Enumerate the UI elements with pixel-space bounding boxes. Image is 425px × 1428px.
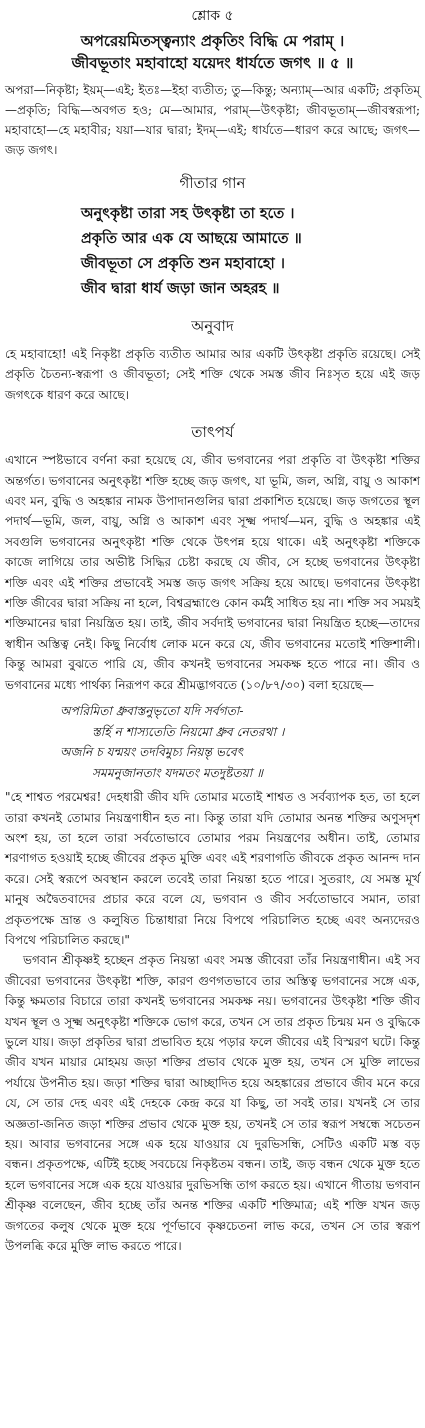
translation-text: হে মহাবাহো! এই নিকৃষ্টা প্রকৃতি ব্যতীত আমার আর একটি উৎকৃষ্টা প্রকৃতি রয়েছে। সেই প্রকৃতি চৈতন্য-স্বরূপা ও জীবভূতা; সেই শক্তি থেকে সমস্ত জীব নিঃসৃত হয়ে এই জড় জগৎকে ধারণ করে আছে। (5, 347, 420, 402)
purport-title: তাৎপর্য (191, 423, 234, 442)
verse-number: শ্লোক ৫ (191, 8, 234, 24)
quote-line-4: সমমনুজানতাং যদমতং মতদুষ্টতয়া ॥ (92, 765, 264, 780)
bhagavatam-quote (5, 701, 420, 783)
song-line-1: অনুৎকৃষ্টা তারা সহ উৎকৃষ্টা তা হতে । (81, 205, 295, 222)
sanskrit-line-2: জীবভূতাং মহাবাহো যয়েদং ধার্যতে জগৎ ॥ ৫ ॥ (71, 54, 354, 72)
song-line-2: প্রকৃতি আর এক যে আছয়ে আমাতে ॥ (81, 230, 302, 247)
word-for-word-synonyms: অপরা—নিকৃষ্টা; ইয়ম্—এই; ইতঃ—ইহা ব্যতীত; তু—কিন্তু; অন্যাম্—আর একটি; প্রকৃতিম্—প্রকৃতি; বিদ্ধি—অবগত হও; মে—আমার, পরাম্—উৎকৃষ্টা; জীবভূতাম্—জীবস্বরূপা; মহাবাহো—হে মহাবীর; যয়া—যার দ্বারা; ইদম্—এই; ধার্যতে—ধারণ করে আছে; জগৎ—জড় জগৎ। (5, 83, 420, 157)
quote-line-2: স্তর্হি ন শাস্যতেতি নিয়মো ধ্রুব নেতরথা । (92, 724, 285, 739)
gita-song (5, 201, 420, 301)
purport-paragraph-3: ভগবান শ্রীকৃষ্ণই হচ্ছেন প্রকৃত নিয়ন্তা এবং সমস্ত জীবেরা তাঁর নিয়ন্ত্রণাধীন। এই সব জীবেরা ভগবানের উৎকৃষ্টা শক্তি, কারণ গুণগতভাবে তার অস্তিত্ব ভগবানের সঙ্গে এক, কিন্তু ক্ষমতার বিচারে তারা কখনই ভগবানের সমকক্ষ নয়। ভগবানের উৎকৃষ্টা শক্তি জীব যখন স্থূল ও সূক্ষ্ম অনুৎকৃষ্টা শক্তিকে ভোগ করে, তখন সে তার প্রকৃত চিন্ময় মন ও বুদ্ধিকে ভুলে যায়। জড়া প্রকৃতির দ্বারা প্রভাবিত হয়ে পড়ার ফলে জীবের এই বিস্মরণ ঘটে। কিন্তু জীব যখন মায়ার মোহময় জড়া শক্তির প্রভাব থেকে মুক্ত হয়, তখন সে মুক্তি লাভের পর্যায়ে উপনীত হয়। জড়া শক্তির দ্বারা আচ্ছাদিত হয়ে অহঙ্কারের প্রভাবে জীব মনে করে যে, সে তার দেহ এবং এই দেহকে কেন্দ্র করে যা কিছু, তা সবই তার। যখনই সে তার অজ্ঞতা-জনিত জড়া শক্তির প্রভাব থেকে মুক্ত হয়, তখনই সে তার স্বরূপ সম্বন্ধে সচেতন হয়। আবার ভগবানের সঙ্গে এক হয়ে যাওয়ার যে দুরভিসন্ধি, সেটিও একটি মস্ত বড় বন্ধন। প্রকৃতপক্ষে, এটিই হচ্ছে সবচেয়ে নিকৃষ্টতম বন্ধন। তাই, জড় বন্ধন থেকে মুক্ত হতে হলে ভগবানের সঙ্গে এক হয়ে যাওয়ার দুরভিসন্ধি তাগ করতে হয়। এখানে গীতায় ভগবান শ্রীকৃষ্ণ বলেছেন, জীব হচ্ছে তাঁর অনন্ত শক্তির একটি শক্তিমাত্র; এই শক্তি যখন জড় জগতের কলুষ থেকে মুক্ত হয়ে পূর্ণভাবে কৃষ্ণচেতনা লাভ করে, তখন সে তার স্বরূপ উপলব্ধি করে মুক্তি লাভ করতে পারে। (5, 953, 420, 1254)
purport-paragraph-1: এখানে স্পষ্টভাবে বর্ণনা করা হয়েছে যে, জীব ভগবানের পরা প্রকৃতি বা উৎকৃষ্টা শক্তির অন্তর্গত। ভগবানের অনুৎকৃষ্টা শক্তি হচ্ছে জড় জগৎ, যা ভূমি, জল, অগ্নি, বায়ু ও আকাশ এবং মন, বুদ্ধি ও অহঙ্কার নামক উপাদানগুলির দ্বারা প্রকাশিত হয়েছে। জড় জগতের স্থূল পদার্থ—ভূমি, জল, বায়ু, অগ্নি ও আকাশ এবং সূক্ষ্ম পদার্থ—মন, বুদ্ধি ও অহঙ্কার এই সবগুলি ভগবানের অনুৎকৃষ্টা শক্তি থেকে উৎপন্ন হয়ে থাকে। এই অনুৎকৃষ্টা শক্তিকে কাজে লাগিয়ে তার অভীষ্ট সিদ্ধির চেষ্টা করছে যে জীব, সে হচ্ছে ভগবানের উৎকৃষ্টা শক্তি এবং এই শক্তির প্রভাবেই সমস্ত জড় জগৎ সক্রিয় হয়ে আছে। ভগবানের উৎকৃষ্টা শক্তি জীবের দ্বারা সক্রিয় না হলে, বিশ্বব্রহ্মাণ্ডে কোন কর্মই সাধিত হয় না। শক্তি সব সময়ই শক্তিমানের দ্বারা নিয়ন্ত্রিত হয়। তাই, জীব সর্বদাই ভগবানের দ্বারা নিয়ন্ত্রিত হচ্ছে—তাদের স্বাধীন অস্তিত্ব নেই। কিছু নির্বোধ লোক মনে করে যে, জীব ভগবানের মতোই শক্তিশালী। কিন্তু আমরা বুঝতে পারি যে, জীব কখনই ভগবানের সমকক্ষ হতে পারে না। জীব ও ভগবানের মধ্যে পার্থক্য নিরূপণ করে শ্রীমদ্ভাগবতে (১০/৮৭/৩০) বলা হয়েছে— (5, 453, 420, 692)
sanskrit-line-1: অপরেয়মিতস্ত্বন্যাং প্রকৃতিং বিদ্ধি মে পরাম্ । (80, 32, 345, 50)
book-page (0, 4, 425, 1428)
sanskrit-verse (5, 30, 420, 74)
song-title: গীতার গান (179, 174, 246, 192)
song-line-4: জীব দ্বারা ধার্য জড়া জান অহরহ ॥ (81, 280, 280, 297)
song-line-3: জীবভূতা সে প্রকৃতি শুন মহাবাহো । (81, 255, 285, 272)
quote-line-3: অজনি চ যন্ময়ং তদবিমুচ্য নিয়ন্তৃ ভবেৎ (60, 745, 244, 760)
quote-line-1: অপরিমিতা ধ্রুবাস্তনুভৃতো যদি সর্বগতা- (60, 704, 244, 719)
translation-title: অনুবাদ (191, 317, 234, 335)
purport-paragraph-2: "হে শাশ্বত পরমেশ্বর! দেহধারী জীব যদি তোমার মতোই শাশ্বত ও সর্বব্যাপক হত, তা হলে তারা কখনই তোমার নিয়ন্ত্রণাধীন হত না। কিন্তু তারা যদি তোমার অনন্ত শক্তির অণুসদৃশ অংশ হয়, তা হলে তারা সর্বতোভাবে তোমার পরম নিয়ন্ত্রণের অধীন। তাই, তোমার শরণাগত হওয়াই হচ্ছে জীবের প্রকৃত মুক্তি এবং এই শরণাগতি জীবকে প্রকৃত আনন্দ দান করে। সেই স্বরূপে অবস্থান করলে তবেই তারা নিয়ন্তা হতে পারে। সুতরাং, যে সমস্ত মূর্খ মানুষ অদ্বৈতবাদের প্রচার করে বলে যে, ভগবান ও জীব সর্বতোভাবে সমান, তারা প্রকৃতপক্ষে ভ্রান্ত ও কলুষিত চিন্তাধারা নিয়ে বিপথে পরিচালিত হচ্ছে এবং অন্যদেরও বিপথে পরিচালিত করছে।" (5, 790, 420, 947)
